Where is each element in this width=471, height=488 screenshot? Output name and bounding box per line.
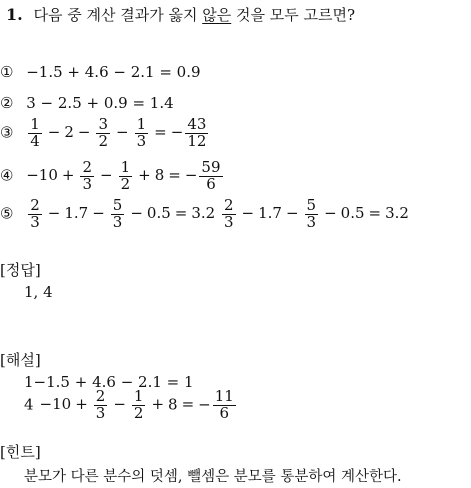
question-text-after: 것을 모두 고르면? [231, 6, 355, 24]
explanation-line-1: 1−1.5 + 4.6 − 2.1 = 1 [24, 373, 194, 391]
answer-label: [정답] [0, 261, 41, 279]
question-line [6, 4, 355, 25]
choice-4 [0, 160, 225, 193]
choice-expression: 3 − 2.5 + 0.9 = 1.4 [26, 94, 174, 112]
choice-marker: ③ [0, 123, 14, 142]
choice-marker: ② [0, 94, 14, 112]
answer-value: 1, 4 [24, 283, 53, 301]
choice-expression: $\frac{2}{3}$ − 1.7 − $\frac{5}{3}$ − 0.5 = 3.2 $\frac{2}{3}$ − 1.7 − $\frac{5}{3}$ − 0.5 = 3.2 [30, 196, 409, 231]
question-text-underlined: 않은 [202, 6, 232, 24]
choice-expression: $\frac{1}{4}$ − 2 − $\frac{3}{2}$ − $\frac{1}{3}$ = − $\frac{43}{12}$ [30, 115, 207, 150]
choice-marker: ① [0, 63, 14, 81]
choice-marker: ④ [0, 166, 14, 185]
choice-1 [0, 63, 201, 81]
explanation-label: [해설] [0, 351, 41, 369]
choice-3 [0, 117, 210, 150]
choice-marker: ⑤ [0, 204, 14, 223]
choice-expression: −10 + $\frac{2}{3}$ − $\frac{1}{2}$ + 8 = − $\frac{59}{6}$ [26, 158, 221, 193]
choice-expression: −1.5 + 4.6 − 2.1 = 0.9 [26, 63, 201, 81]
choice-5 [0, 198, 409, 231]
choice-2 [0, 94, 174, 112]
hint-label: [힌트] [0, 443, 41, 461]
hint-text: 분모가 다른 분수의 덧셈, 뺄셈은 분모를 통분하여 계산한다. [24, 469, 402, 485]
question-text-before: 다음 중 계산 결과가 옳지 [33, 6, 203, 24]
explanation-line-2: 4 −10 + $\frac{2}{3}$ − $\frac{1}{2}$ + 8 = − $\frac{11}{6}$ [24, 387, 234, 422]
question-number: 1. [6, 5, 23, 24]
